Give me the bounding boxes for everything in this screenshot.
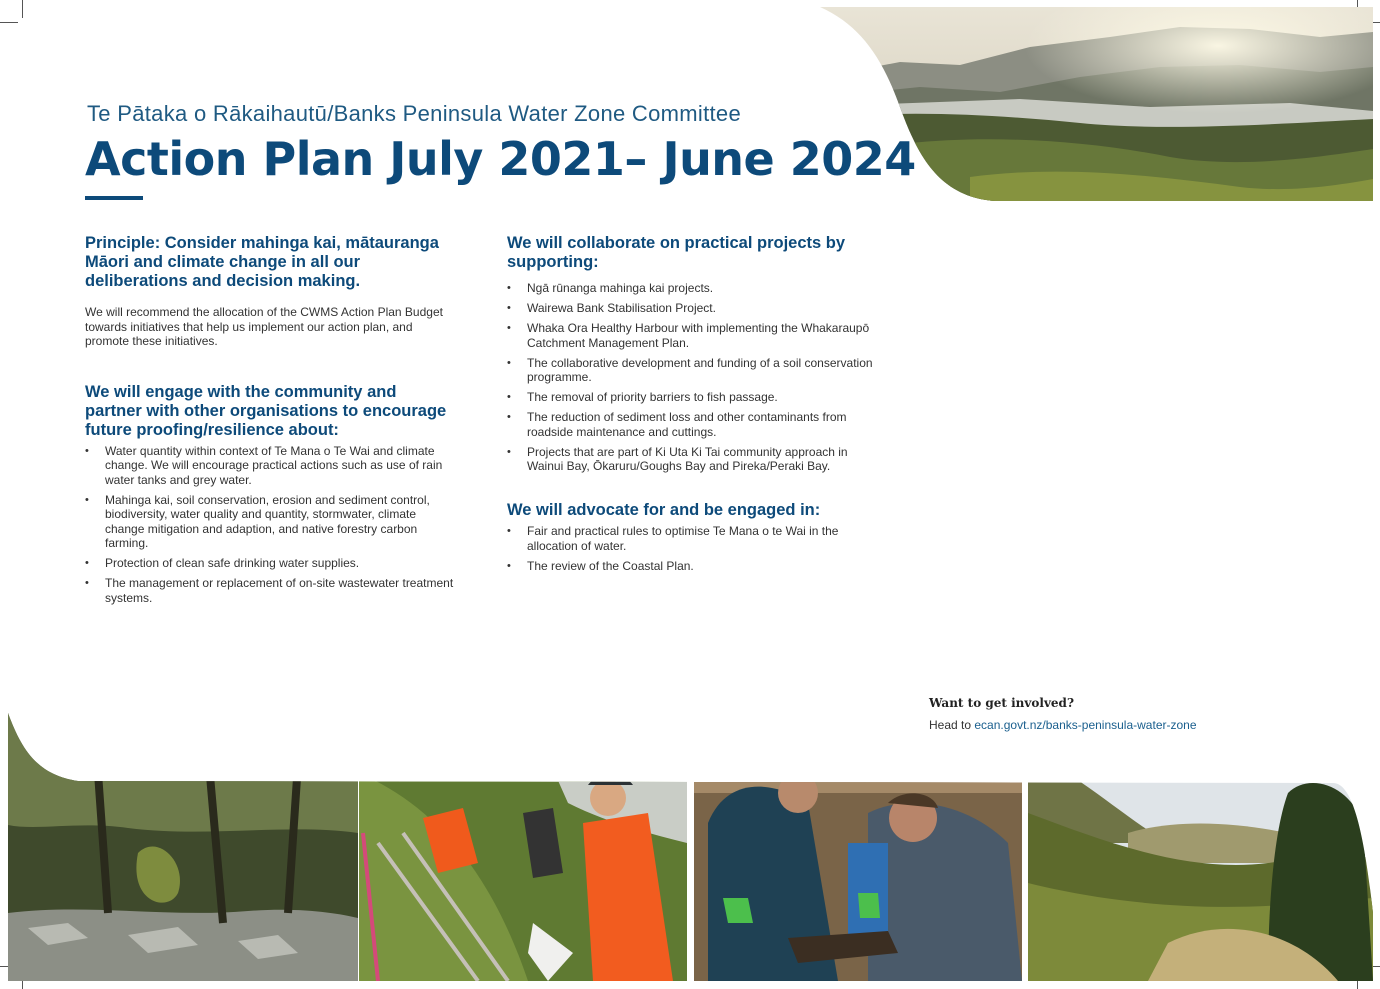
list-item: • Protection of clean safe drinking water supplies. [85, 556, 457, 571]
list-item: • Ngā rūnanga mahinga kai projects. [507, 281, 877, 296]
committee-subtitle: Te Pātaka o Rākaihautū/Banks Peninsula Water Zone Committee [87, 101, 741, 126]
list-item: • Whaka Ora Healthy Harbour with implementing the Whakaraupō Catchment Management Plan. [507, 321, 877, 350]
list-item: • The collaborative development and funding of a soil conservation programme. [507, 356, 877, 385]
right-column [507, 234, 877, 579]
get-involved-title: Want to get involved? [929, 696, 1074, 710]
crop-mark [0, 22, 18, 23]
planting-volunteers-photo [694, 713, 1022, 981]
engage-list [85, 444, 457, 606]
bottom-photo-strip [8, 713, 1373, 981]
collaborate-heading: We will collaborate on practical projects by supporting: [507, 234, 846, 271]
list-item: • The management or replacement of on-site wastewater treatment systems. [85, 576, 457, 605]
collaborate-list [507, 281, 877, 474]
principle-heading: Principle: Consider mahinga kai, mātauranga Māori and climate change in all our deliberations and decision making. [85, 234, 439, 290]
advocate-heading: We will advocate for and be engaged in: [507, 501, 821, 519]
list-item: • Water quantity within context of Te Mana o Te Wai and climate change. We will encourage practical actions such as use of rain water tanks and grey water. [85, 444, 457, 488]
fieldwork-slope-photo [359, 713, 687, 981]
principle-text: We will recommend the allocation of the CWMS Action Plan Budget towards initiatives that help us implement our action plan, and promote these initiatives. [85, 305, 443, 348]
list-item: • Wairewa Bank Stabilisation Project. [507, 301, 877, 316]
engage-heading: We will engage with the community and partner with other organisations to encourage future proofing/resilience about: [85, 382, 447, 439]
left-column [85, 234, 457, 611]
zone-website-link[interactable]: ecan.govt.nz/banks-peninsula-water-zone [974, 718, 1197, 732]
forest-stream-photo [8, 713, 358, 981]
list-item: • Fair and practical rules to optimise Te Mana o te Wai in the allocation of water. [507, 524, 877, 553]
get-involved-prefix: Head to [929, 718, 972, 732]
list-item: • The review of the Coastal Plan. [507, 559, 877, 574]
advocate-list [507, 524, 877, 573]
list-item: • The removal of priority barriers to fish passage. [507, 390, 877, 405]
crop-mark [22, 0, 23, 18]
title-underline [85, 196, 143, 200]
list-item: • The reduction of sediment loss and other contaminants from roadside maintenance and cuttings. [507, 410, 877, 439]
valley-landscape-photo [1028, 713, 1373, 981]
page-title: Action Plan July 2021– June 2024 [85, 132, 916, 186]
list-item: • Projects that are part of Ki Uta Ki Tai community approach in Wainui Bay, Ōkaruru/Goughs Bay and Pireka/Peraki Bay. [507, 445, 877, 474]
list-item: • Mahinga kai, soil conservation, erosion and sediment control, biodiversity, water quality and quantity, stormwater, climate change mitigation and adaption, and native forestry carbon farming. [85, 493, 457, 551]
